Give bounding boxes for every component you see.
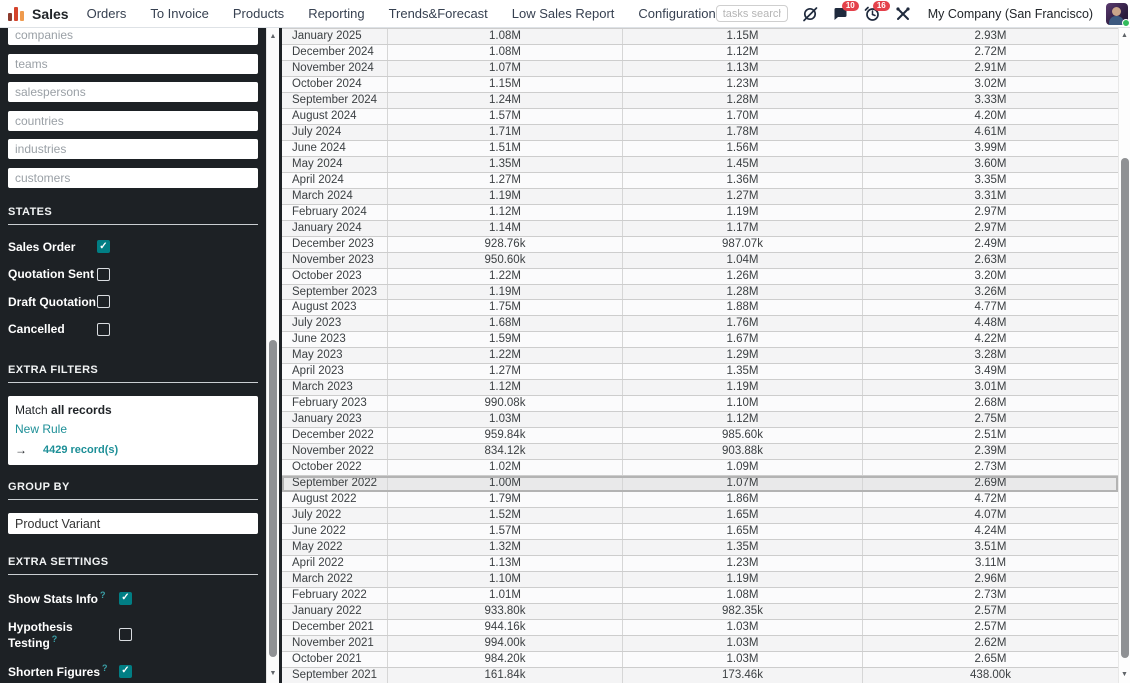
checkbox-label: Cancelled [8,322,65,336]
value-cell: 1.51M [388,141,623,156]
value-cell: 3.26M [974,285,1007,298]
table-row[interactable] [282,588,1118,604]
value-cell: 959.84k [388,428,623,443]
month-cell: April 2024 [282,173,388,188]
customers-filter-input[interactable] [8,168,258,188]
online-status-dot [1122,19,1130,27]
scroll-up-arrow-icon[interactable]: ▲ [1121,32,1128,39]
checkbox-label: Draft Quotation [8,294,96,309]
scroll-down-arrow-icon[interactable]: ▼ [1121,671,1128,678]
table-row[interactable] [282,332,1118,348]
help-question-icon: ? [100,590,106,600]
value-cell: 1.10M [388,572,623,587]
value-cell: 2.96M [974,572,1007,585]
month-cell: July 2024 [282,125,388,140]
value-cell: 1.07M [623,476,863,491]
table-row[interactable] [282,29,1118,45]
value-cell: 1.22M [388,269,623,284]
value-cell: 2.73M [974,588,1007,601]
value-cell: 4.22M [974,333,1007,346]
table-row[interactable] [282,157,1118,173]
value-cell: 4.48M [974,317,1007,330]
value-cell: 1.88M [623,300,863,315]
value-cell: 2.97M [974,205,1007,218]
value-cell: 3.33M [974,93,1007,106]
value-cell: 1.45M [623,157,863,172]
value-cell: 3.20M [974,269,1007,282]
table-row[interactable] [282,173,1118,189]
value-cell: 1.07M [388,61,623,76]
value-cell: 1.79M [388,492,623,507]
checkbox[interactable] [119,628,132,641]
states-section-title: STATES [8,206,258,225]
scroll-up-arrow-icon[interactable]: ▲ [269,33,277,40]
tools-icon[interactable] [894,5,912,23]
table-row[interactable] [282,476,1118,492]
value-cell: 3.60M [974,157,1007,170]
month-cell: February 2022 [282,588,388,603]
checkbox-label: Sales Order [8,239,76,254]
value-cell: 1.19M [623,205,863,220]
month-cell: November 2021 [282,636,388,651]
help-question-icon: ? [102,663,108,673]
month-cell: December 2022 [282,428,388,443]
activities-badge: 16 [873,1,890,12]
value-cell: 1.29M [623,348,863,363]
value-cell: 2.51M [974,429,1007,442]
table-row[interactable] [282,93,1118,109]
value-cell: 2.39M [974,445,1007,458]
table-row[interactable] [282,492,1118,508]
month-cell: June 2022 [282,524,388,539]
filter-inputs [8,28,258,188]
value-cell: 2.57M [974,604,1007,617]
check-icon: ✓ [121,665,130,676]
value-cell: 1.28M [623,285,863,300]
table-row[interactable] [282,444,1118,460]
table-row[interactable] [282,460,1118,476]
value-cell: 1.08M [388,29,623,44]
value-cell: 2.93M [974,30,1007,42]
table-row[interactable] [282,604,1118,620]
month-cell: October 2022 [282,460,388,475]
value-cell: 1.57M [388,524,623,539]
sales-app-icon[interactable] [8,6,24,21]
table-row[interactable] [282,237,1118,253]
month-cell: August 2023 [282,300,388,315]
table-row[interactable] [282,572,1118,588]
checkbox-row-show-stats-info[interactable] [8,590,258,606]
check-icon: ✓ [99,240,108,252]
month-cell: August 2022 [282,492,388,507]
data-table [282,28,1118,683]
checkbox-row-hypothesis-testing[interactable] [8,620,258,650]
month-cell: January 2025 [282,29,388,44]
month-cell: June 2024 [282,141,388,156]
value-cell: 4.72M [974,493,1007,506]
company-switcher[interactable]: My Company (San Francisco) [927,6,1094,21]
month-cell: February 2024 [282,205,388,220]
table-row[interactable] [282,45,1118,61]
filters-sidebar [0,28,282,683]
value-cell: 1.68M [388,316,623,331]
month-cell: November 2023 [282,253,388,268]
month-cell: May 2022 [282,540,388,555]
value-cell: 1.12M [623,412,863,427]
salespersons-filter-input[interactable] [8,82,258,102]
menu-item-orders[interactable]: Orders [86,6,127,21]
value-cell: 3.31M [974,189,1007,202]
value-cell: 4.61M [974,125,1007,138]
value-cell: 1.00M [388,476,623,491]
value-cell: 2.65M [974,652,1007,665]
value-cell: 1.13M [623,61,863,76]
value-cell: 4.77M [974,301,1007,314]
value-cell: 1.23M [623,556,863,571]
value-cell: 438.00k [970,668,1011,681]
value-cell: 1.19M [388,285,623,300]
checkbox-row-cancelled[interactable] [8,322,258,336]
month-cell: August 2024 [282,109,388,124]
checkbox[interactable] [97,268,110,281]
month-cell: September 2021 [282,668,388,683]
table-scrollbar[interactable] [1118,28,1130,683]
value-cell: 4.07M [974,509,1007,522]
menu-item-products[interactable]: Products [232,6,285,21]
value-cell: 1.35M [388,157,623,172]
value-cell: 1.28M [623,93,863,108]
table-row[interactable] [282,109,1118,125]
value-cell: 1.65M [623,524,863,539]
value-cell: 2.75M [974,413,1007,426]
tasks-search-input[interactable] [716,5,788,22]
arrow-right-icon: → [15,443,27,457]
checkbox[interactable] [97,240,110,253]
month-cell: April 2023 [282,364,388,379]
checkbox[interactable] [119,665,132,678]
value-cell: 1.27M [623,189,863,204]
value-cell: 1.59M [388,332,623,347]
top-navbar [0,0,1130,28]
table-scrollbar-thumb[interactable] [1121,158,1129,658]
value-cell: 1.57M [388,109,623,124]
checkbox-label: Quotation Sent [8,267,94,281]
scroll-down-arrow-icon[interactable]: ▼ [269,670,277,677]
value-cell: 1.22M [388,348,623,363]
menu-item-trends-forecast[interactable]: Trends&Forecast [388,6,488,21]
value-cell: 1.19M [623,380,863,395]
table-row[interactable] [282,524,1118,540]
value-cell: 1.08M [388,45,623,60]
table-row[interactable] [282,428,1118,444]
value-cell: 933.80k [388,604,623,619]
month-cell: September 2023 [282,285,388,300]
value-cell: 1.10M [623,396,863,411]
value-cell: 2.97M [974,221,1007,234]
menu-item-low-sales-report[interactable]: Low Sales Report [511,6,615,21]
user-avatar[interactable] [1106,3,1128,25]
sync-icon[interactable] [801,5,819,23]
checkbox-label: Show Stats Info ? [8,590,106,606]
month-cell: December 2024 [282,45,388,60]
value-cell: 1.04M [623,253,863,268]
table-row[interactable] [282,285,1118,301]
app-name[interactable]: Sales [32,5,69,22]
month-cell: March 2024 [282,189,388,204]
value-cell: 1.14M [388,221,623,236]
value-cell: 3.01M [974,381,1007,394]
month-cell: September 2024 [282,93,388,108]
table-row[interactable] [282,540,1118,556]
value-cell: 1.35M [623,540,863,555]
month-cell: December 2021 [282,620,388,635]
extra-settings-section-title: EXTRA SETTINGS [8,556,258,575]
value-cell: 3.11M [974,556,1007,569]
value-cell: 1.65M [623,508,863,523]
value-cell: 1.03M [623,620,863,635]
value-cell: 1.01M [388,588,623,603]
table-row[interactable] [282,253,1118,269]
value-cell: 1.26M [623,269,863,284]
value-cell: 1.78M [623,125,863,140]
menu-item-to-invoice[interactable]: To Invoice [150,6,209,21]
value-cell: 1.15M [623,29,863,44]
month-cell: February 2023 [282,396,388,411]
table-row[interactable] [282,652,1118,668]
table-row[interactable] [282,205,1118,221]
menu-item-reporting[interactable]: Reporting [308,6,365,21]
value-cell: 1.35M [623,364,863,379]
value-cell: 2.49M [974,237,1007,250]
table-row[interactable] [282,380,1118,396]
check-icon: ✓ [121,592,130,603]
value-cell: 1.27M [388,364,623,379]
settings-checkbox-list [8,590,258,679]
value-cell: 1.32M [388,540,623,555]
value-cell: 928.76k [388,237,623,252]
value-cell: 2.68M [974,397,1007,410]
value-cell: 1.08M [623,588,863,603]
value-cell: 3.02M [974,77,1007,90]
value-cell: 3.51M [974,541,1007,553]
value-cell: 2.73M [974,461,1007,474]
value-cell: 1.24M [388,93,623,108]
value-cell: 1.70M [623,109,863,124]
table-row[interactable] [282,221,1118,237]
domain-filter-box [8,396,258,465]
value-cell: 1.86M [623,492,863,507]
states-checkbox-list [8,240,258,337]
table-row[interactable] [282,348,1118,364]
value-cell: 161.84k [388,668,623,683]
value-cell: 982.35k [623,604,863,619]
value-cell: 2.57M [974,620,1007,633]
month-cell: July 2022 [282,508,388,523]
month-cell: June 2023 [282,332,388,347]
value-cell: 1.03M [623,636,863,651]
value-cell: 994.00k [388,636,623,651]
help-question-icon: ? [51,633,58,644]
industries-filter-input[interactable] [8,139,258,159]
value-cell: 1.56M [623,141,863,156]
sidebar-scrollbar-thumb[interactable] [269,340,277,657]
value-cell: 173.46k [623,668,863,683]
value-cell: 1.03M [623,652,863,667]
value-cell: 1.67M [623,332,863,347]
table-row[interactable] [282,396,1118,412]
value-cell: 3.28M [974,349,1007,362]
teams-filter-input[interactable] [8,54,258,74]
value-cell: 1.36M [623,173,863,188]
table-row[interactable] [282,364,1118,380]
value-cell: 987.07k [623,237,863,252]
main-menu [87,6,716,21]
checkbox-label: Hypothesis Testing ? [8,619,73,650]
value-cell: 834.12k [388,444,623,459]
extra-filters-section-title: EXTRA FILTERS [8,364,258,383]
value-cell: 1.75M [388,300,623,315]
month-cell: May 2024 [282,157,388,172]
table-row[interactable] [282,316,1118,332]
countries-filter-input[interactable] [8,111,258,131]
value-cell: 950.60k [388,253,623,268]
value-cell: 944.16k [388,620,623,635]
new-rule-link[interactable]: New Rule [15,422,68,436]
month-cell: January 2022 [282,604,388,619]
value-cell: 2.72M [974,45,1007,58]
month-cell: January 2023 [282,412,388,427]
value-cell: 2.62M [974,636,1007,649]
menu-item-configuration[interactable]: Configuration [638,6,716,21]
value-cell: 984.20k [388,652,623,667]
month-cell: March 2023 [282,380,388,395]
month-cell: July 2023 [282,316,388,331]
table-row[interactable] [282,141,1118,157]
value-cell: 2.91M [974,61,1007,74]
checkbox-label: Shorten Figures ? [8,663,108,679]
checkbox[interactable] [97,323,110,336]
value-cell: 1.27M [388,173,623,188]
value-cell: 1.13M [388,556,623,571]
messages-badge: 10 [842,1,859,12]
record-count-link[interactable]: 4429 record(s) [43,444,119,456]
checkbox[interactable] [97,295,110,308]
checkbox-row-sales-order[interactable] [8,240,258,254]
month-cell: October 2023 [282,269,388,284]
group-by-section-title: GROUP BY [8,481,258,500]
value-cell: 1.02M [388,460,623,475]
value-cell: 3.35M [974,173,1007,186]
table-row[interactable] [282,300,1118,316]
month-cell: October 2021 [282,652,388,667]
table-row[interactable] [282,125,1118,141]
value-cell: 4.20M [974,109,1007,122]
table-row[interactable] [282,556,1118,572]
value-cell: 1.15M [388,77,623,92]
value-cell: 1.12M [388,205,623,220]
table-row[interactable] [282,189,1118,205]
month-cell: November 2024 [282,61,388,76]
match-records-label: Match all records [15,403,112,417]
month-cell: January 2024 [282,221,388,236]
month-cell: March 2022 [282,572,388,587]
value-cell: 1.71M [388,125,623,140]
checkbox-row-quotation-sent[interactable] [8,267,258,281]
value-cell: 1.76M [623,316,863,331]
table-row[interactable] [282,668,1118,683]
messages-icon[interactable] [832,0,855,23]
value-cell: 1.19M [623,572,863,587]
table-row[interactable] [282,620,1118,636]
value-cell: 985.60k [623,428,863,443]
value-cell: 1.23M [623,77,863,92]
group-by-input[interactable] [8,513,258,534]
table-row[interactable] [282,508,1118,524]
value-cell: 1.03M [388,412,623,427]
value-cell: 903.88k [623,444,863,459]
value-cell: 4.24M [974,525,1007,538]
companies-filter-input[interactable] [8,28,258,45]
sidebar-scrollbar[interactable] [266,28,279,683]
table-row[interactable] [282,61,1118,77]
table-row[interactable] [282,412,1118,428]
checkbox[interactable] [119,592,132,605]
value-cell: 1.12M [388,380,623,395]
value-cell: 1.12M [623,45,863,60]
month-cell: May 2023 [282,348,388,363]
checkbox-row-shorten-figures[interactable] [8,663,258,679]
table-row[interactable] [282,636,1118,652]
activities-clock-icon[interactable] [863,0,886,23]
value-cell: 990.08k [388,396,623,411]
value-cell: 1.19M [388,189,623,204]
value-cell: 2.69M [974,477,1007,490]
value-cell: 2.63M [974,253,1007,266]
month-cell: April 2022 [282,556,388,571]
value-cell: 3.99M [974,141,1007,154]
table-row[interactable] [282,269,1118,285]
value-cell: 1.52M [388,508,623,523]
value-cell: 3.49M [974,365,1007,378]
checkbox-row-draft-quotation[interactable] [8,295,258,309]
month-cell: December 2023 [282,237,388,252]
value-cell: 1.17M [623,221,863,236]
table-row[interactable] [282,77,1118,93]
value-cell: 1.09M [623,460,863,475]
month-cell: October 2024 [282,77,388,92]
month-cell: November 2022 [282,444,388,459]
month-cell: September 2022 [282,476,388,491]
